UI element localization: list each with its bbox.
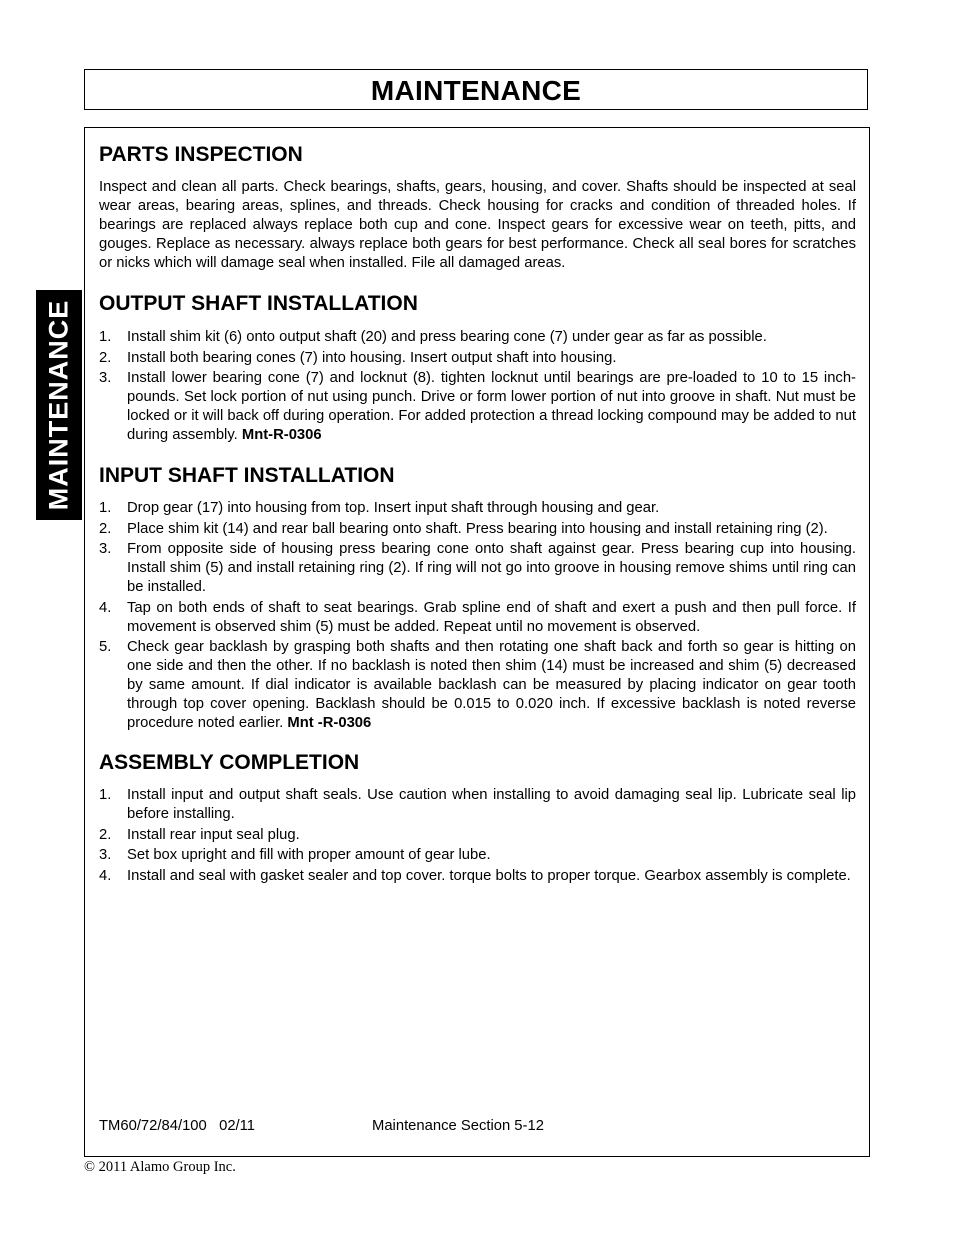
parts-inspection-text: Inspect and clean all parts. Check bearings, shafts, gears, housing, and cover. Shafts should be inspected at seal wear areas, bearing areas, splines, and threads. Check housing for cracks and condition of threaded holes. If bearings are replaced always replace both cup and cone. Inspect gears for excessive wear on teeth, pitts, and gouges. Replace as necessary. always replace both gears for best performance. Check all seal bores for scratches or nicks which will damage seal when installed. File all damaged areas. (99, 179, 856, 271)
side-tab (36, 290, 82, 520)
list-item: 3. From opposite side of housing press bearing cone onto shaft against gear. Press bearing cup into housing. Install shim (5) and install retaining ring (2). If ring will not go into groove in housing remove shims until ring can be installed. (99, 541, 856, 595)
side-tab-label: MAINTENANCE (43, 299, 74, 511)
list-item: 3. Set box upright and fill with proper amount of gear lube. (99, 847, 491, 863)
copyright: © 2011 Alamo Group Inc. (84, 1159, 236, 1175)
list-item: 3. Install lower bearing cone (7) and locknut (8). tighten locknut until bearings are pre-loaded to 10 to 15 inch-pounds. Set lock portion of nut using punch. Drive or form lower portion of nut into groove in shaft. Nut must be locked or it will back off during operation. For added protection a thread locking compound may be added to nut during assembly. Mnt-R-0306 (99, 370, 856, 443)
reference-code: Mnt-R-0306 (241, 427, 322, 443)
list-item: 4. Install and seal with gasket sealer and top cover. torque bolts to proper torque. Gearbox assembly is complete. (99, 867, 851, 884)
list-item: 2. Place shim kit (14) and rear ball bearing onto shaft. Press bearing into housing and install retaining ring (2). (99, 520, 828, 537)
list-item: 5. Check gear backlash by grasping both shafts and then rotating one shaft back and forth so gear is hitting on one side and then the other. If no backlash is noted then shim (14) must be increased and shim (5) decreased by same amount. If dial indicator is available backlash can be measured by placing indicator on gear tooth through top cover opening. Backlash should be 0.015 to 0.020 inch. If excessive backlash is noted reverse procedure noted earlier. Mnt -R-0306 (99, 639, 856, 731)
list-item: 4. Tap on both ends of shaft to seat bearings. Grab spline end of shaft and exert a push and then pull force. If movement is observed shim (5) must be added. Repeat until no movement is observed. (99, 599, 856, 635)
list-item: 2. Install rear input seal plug. (99, 826, 300, 843)
page-title: MAINTENANCE (370, 75, 582, 106)
list-item: 2. Install both bearing cones (7) into housing. Insert output shaft into housing. (99, 349, 617, 366)
assembly-completion-title: ASSEMBLY COMPLETION (99, 751, 360, 774)
footer-model: TM60/72/84/100 02/11 (99, 1118, 256, 1134)
input-shaft-title: INPUT SHAFT INSTALLATION (99, 464, 395, 487)
list-item: 1. Install shim kit (6) onto output shaft (20) and press bearing cone (7) under gear as far as possible. (99, 329, 767, 345)
assembly-completion-steps (99, 786, 856, 887)
parts-inspection-title: PARTS INSPECTION (99, 143, 303, 166)
output-shaft-steps (99, 328, 856, 447)
list-item: 1. Drop gear (17) into housing from top. Insert input shaft through housing and gear. (99, 500, 660, 516)
input-shaft-steps (99, 499, 856, 735)
footer-section: Maintenance Section 5-12 (372, 1118, 544, 1134)
content-box (84, 127, 870, 1157)
list-item: 1. Install input and output shaft seals. Use caution when installing to avoid damaging seal lip. Lubricate seal lip before installing. (99, 787, 856, 822)
page-header (84, 69, 868, 110)
output-shaft-title: OUTPUT SHAFT INSTALLATION (99, 292, 418, 315)
reference-code: Mnt -R-0306 (287, 715, 372, 731)
